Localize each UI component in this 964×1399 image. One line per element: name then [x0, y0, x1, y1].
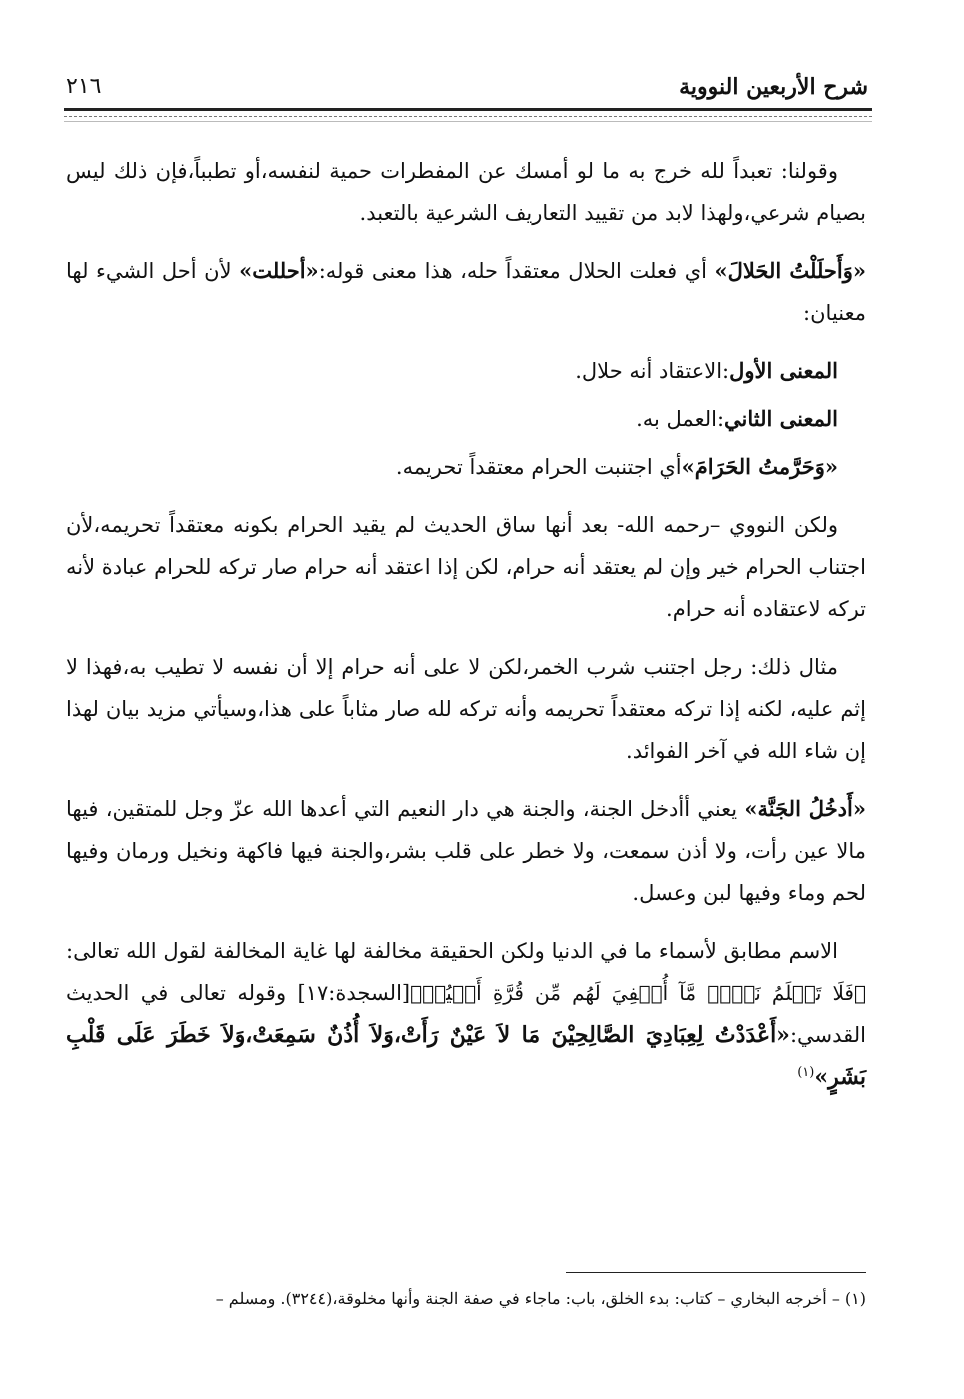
- meaning-heading: المعنى الثاني: [724, 406, 838, 431]
- page-body: [66, 150, 866, 1114]
- paragraph-paradise: [66, 788, 866, 914]
- paragraph-text: [السجدة:١٧] وقوله تعالى في الحديث القدسي:: [66, 981, 866, 1047]
- paragraph-text: الاسم مطابق لأسماء ما في الدنيا ولكن الحقيقة مخالفة لها غاية المخالفة لقول الله تعالى:: [66, 939, 838, 963]
- hadith-qudsi: «أَعْدَدْتُ لِعِبَادِيَ الصَّالِحِيْنَ مَا لاَ عَيْنٌ رَأَتْ،وَلاَ أُذُنٌ سَمِعَتْ،وَلاَ خَطَرَ عَلَى قَلْبِ بَشَرٍ»: [66, 1022, 866, 1090]
- meaning-heading: المعنى الأول: [729, 358, 838, 383]
- paragraph-text: أي فعلت الحلال معتقداً حله، هذا معنى قوله:: [318, 259, 715, 283]
- hadith-quote: «وَأَحلَلْتُ الحَلالَ»: [714, 258, 866, 283]
- paragraph-text: :العمل به.: [636, 407, 725, 431]
- running-title: شرح الأربعين النووية: [679, 74, 868, 100]
- paragraph-fasting-intent: [66, 150, 866, 234]
- paragraph-text: وقولنا: تعبداً لله خرج به ما لو أمسك عن المفطرات حمية لنفسه،أو تطبباً،فإن ذلك ليس بصيام شرعي،ولهذا لابد من تقييد التعاريف الشرعية بالتعبد.: [66, 159, 866, 225]
- footnote-separator: [566, 1272, 866, 1273]
- paragraph-nawawi: [66, 504, 866, 630]
- paragraph-halal: [66, 250, 866, 334]
- paragraph-example: [66, 646, 866, 772]
- hadith-quote: «وَحَرَّمتُ الحَرَامَ»: [681, 454, 838, 479]
- paragraph-second-meaning: [66, 398, 866, 440]
- footnote: (١) – أخرجه البخاري – كتاب: بدء الخلق، باب: ماجاء في صفة الجنة وأنها مخلوقة،(٣٢٤٤). ومسلم –: [215, 1289, 866, 1308]
- paragraph-text: لأن أحل الشيء لها معنيان:: [66, 259, 866, 325]
- header-rule-dashed: [64, 116, 872, 117]
- header-rule: [64, 108, 872, 111]
- paragraph-names: [66, 930, 866, 1098]
- header-rule-thin: [64, 121, 872, 122]
- paragraph-text: ولكن النووي –رحمه الله- بعد أنها ساق الحديث لم يقيد الحرام بكونه معتقداً تحريمه،لأن اجتناب الحرام خير وإن لم يعتقد أنه حرام، لكن إذا اعتقد أنه حرام صار تركه للحرام عبادة لأنه تركه لاعتقاده أنه حرام.: [66, 513, 866, 621]
- paragraph-first-meaning: [66, 350, 866, 392]
- paragraph-text: مثال ذلك: رجل اجتنب شرب الخمر،لكن لا على أنه حرام إلا أن نفسه لا تطيب به،فهذا لا إثم عليه، لكنه إذا تركه معتقداً تحريمه وأنه تركه لله صار مثاباً على هذا،وسيأتي مزيد بيان لهذا إن شاء الله في آخر الفوائد.: [66, 655, 866, 763]
- hadith-quote: «أحللت»: [239, 258, 319, 283]
- paragraph-text: أي اجتنبت الحرام معتقداً تحريمه.: [395, 455, 682, 479]
- page-number: ٢١٦: [66, 74, 102, 99]
- hadith-quote: «أَدخُلُ الجَنَّة»: [744, 796, 866, 821]
- paragraph-haram: [66, 446, 866, 488]
- footnote-reference[interactable]: (١): [797, 1065, 815, 1080]
- paragraph-text: يعني أأدخل الجنة، والجنة هي دار النعيم التي أعدها الله عزّ وجل للمتقين، فيها مالا عين رأت، ولا أذن سمعت، ولا خطر على قلب بشر،والجنة فيها فاكهة ونخيل ورمان وفيها لحم وماء وفيها لبن وعسل.: [66, 797, 866, 905]
- paragraph-text: :الاعتقاد أنه حلال.: [575, 359, 730, 383]
- quran-verse: ﴿فَلَا تَعۡلَمُ نَفۡسٞ مَّآ أُخۡفِيَ لَهُم مِّن قُرَّةِ أَعۡيُنٖ﴾: [410, 981, 866, 1005]
- page-header: [66, 68, 868, 108]
